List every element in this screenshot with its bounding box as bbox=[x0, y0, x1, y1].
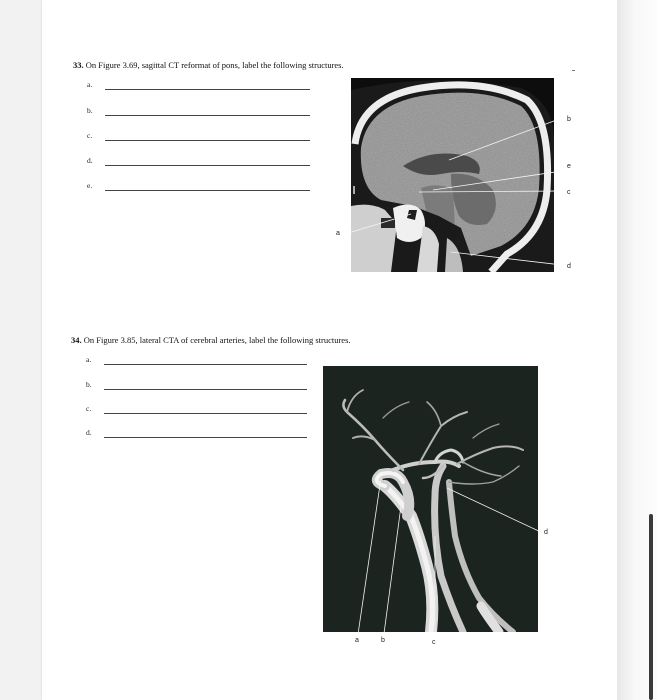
page-mark bbox=[572, 70, 575, 71]
answer-letter: b. bbox=[87, 106, 93, 115]
answer-blank[interactable] bbox=[105, 89, 310, 90]
question-34 bbox=[71, 335, 351, 345]
question-number: 33. bbox=[73, 60, 84, 70]
answer-blank[interactable] bbox=[104, 437, 307, 438]
figure-label: d bbox=[544, 529, 548, 536]
figure-label: b bbox=[381, 637, 385, 644]
answer-blank[interactable] bbox=[105, 140, 310, 141]
figure-label: a bbox=[336, 230, 340, 237]
answer-blank[interactable] bbox=[105, 115, 310, 116]
question-33 bbox=[73, 60, 344, 70]
answer-letter: c. bbox=[87, 131, 93, 140]
answer-letter: d. bbox=[87, 156, 93, 165]
answer-letter: b. bbox=[86, 380, 92, 389]
figure-label: c bbox=[567, 189, 571, 196]
answer-blank[interactable] bbox=[105, 190, 310, 191]
answer-letter: d. bbox=[86, 428, 92, 437]
figure-label: a bbox=[355, 637, 359, 644]
answer-blank[interactable] bbox=[105, 165, 310, 166]
answer-letter: a. bbox=[86, 355, 92, 364]
answer-letter: c. bbox=[86, 404, 92, 413]
question-number: 34. bbox=[71, 335, 82, 345]
answer-blank[interactable] bbox=[104, 389, 307, 390]
ct-scan-drawing bbox=[351, 78, 554, 272]
figure-label: c bbox=[432, 639, 436, 646]
scrollbar[interactable] bbox=[649, 514, 653, 700]
cta-arteries-image bbox=[323, 366, 548, 646]
answer-letter: e. bbox=[87, 181, 93, 190]
answer-blank[interactable] bbox=[104, 364, 307, 365]
answer-letter: a. bbox=[87, 80, 93, 89]
figure-label: e bbox=[567, 163, 571, 170]
sagittal-ct-image bbox=[336, 78, 571, 272]
figure-label: d bbox=[567, 263, 571, 270]
question-text: On Figure 3.69, sagittal CT reformat of pons, label the following structures. bbox=[85, 60, 344, 70]
question-text: On Figure 3.85, lateral CTA of cerebral arteries, label the following structures. bbox=[83, 335, 351, 345]
answer-blank[interactable] bbox=[104, 413, 307, 414]
figure-label: b bbox=[567, 116, 571, 123]
cta-scan-drawing bbox=[323, 366, 538, 632]
